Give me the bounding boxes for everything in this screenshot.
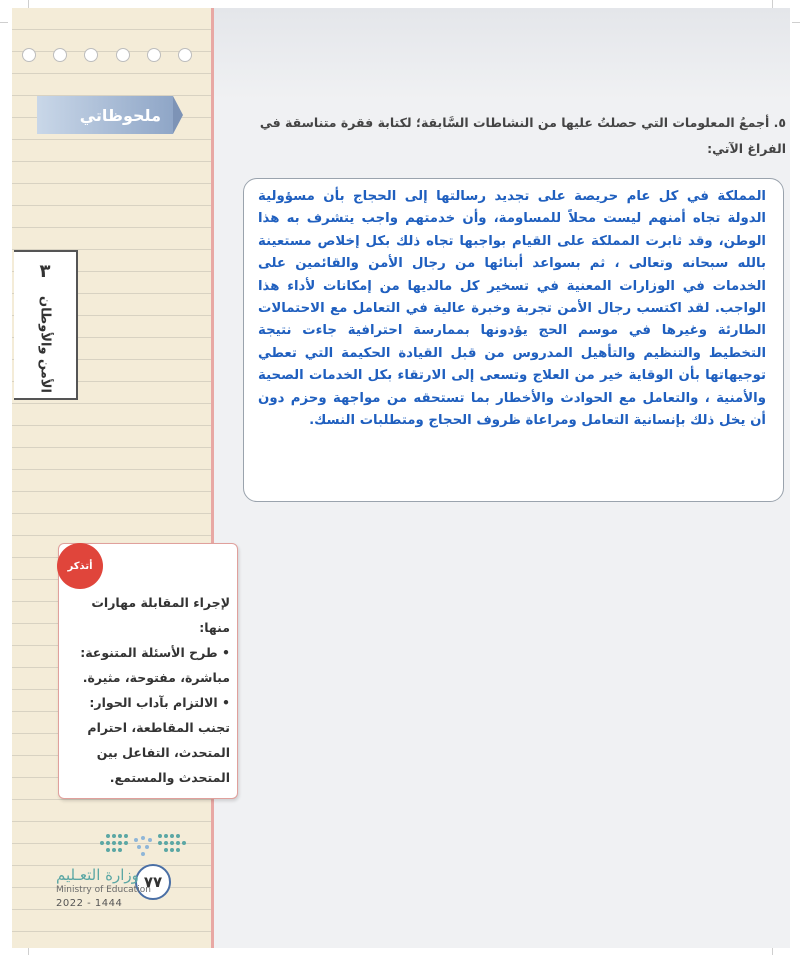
binder-hole [53, 48, 67, 62]
crop-mark [792, 22, 800, 23]
remember-line: المتحدث، التفاعل بين [96, 745, 230, 760]
page-number: ٧٧ [135, 864, 171, 900]
crop-mark [0, 22, 8, 23]
binder-hole [178, 48, 192, 62]
crop-mark [772, 947, 773, 955]
crop-mark [772, 0, 773, 8]
remember-line: تجنب المقاطعة، احترام [87, 720, 230, 735]
remember-line: منها: [199, 620, 230, 635]
notes-sidebar [12, 8, 214, 948]
answer-paragraph: المملكة في كل عام حريصة على تجديد رسالتها إلى الحجاج بأن مسؤولية الدولة تجاه أمنهم ليست محلاً للمساومة، وأن خدمتهم واجب يتشرف به هذا الوطن، وقد ثابرت المملكة على القيام بواجبها تجاه ذلك بكل إخلاص مستعينة بالله سبحانه وتعالى ، ثم بسواعد أبنائها من رجال الأمن والقائمين على الخدمات في الوزارات المعنية في تسخير كل مالديها من إمكانات لأداء هذا الواجب. لقد اكتسب رجال الأمن تجربة وخبرة عالية في التعامل مع الاحتمالات الطارئة وغيرها في موسم الحج يؤدونها بممارسة احترافية جاءت نتيجة التخطيط والتنظيم والتأهيل المدروس من قبل القيادة الحكيمة التي تعطي توجيهاتها بأن الوقاية خير من العلاج وتسعى إلى الارتقاء بكل الخدمات الصحية والأمنية ، والتعامل مع الحوادث والأخطار بما تستحقه من مواجهة وحزم دون أن يخل ذلك بإنسانية التعامل ومراعاة ظروف الحجاج ومتطلبات النسك. [258, 189, 766, 429]
main-header-shade [214, 8, 790, 100]
ministry-name-ar: وزارة التعـليم [56, 866, 139, 884]
unit-tab [14, 290, 78, 400]
unit-title: الأمن والأوطان [37, 295, 53, 393]
crop-mark [28, 0, 29, 8]
remember-line: • طرح الأسئلة المتنوعة: [80, 645, 230, 660]
ministry-name-en: Ministry of Education [56, 885, 151, 895]
remember-line: مباشرة، مفتوحة، مثيرة. [82, 670, 230, 685]
remember-text [66, 590, 230, 790]
notes-banner [37, 96, 173, 134]
remember-badge: أتذكر [57, 543, 103, 589]
binder-hole [147, 48, 161, 62]
binder-hole [84, 48, 98, 62]
crop-mark [28, 947, 29, 955]
binder-hole [116, 48, 130, 62]
remember-line: • الالتزام بآداب الحوار: [89, 695, 230, 710]
remember-line: لإجراء المقابلة مهارات [91, 595, 230, 610]
notes-title: ملحوظاتي [79, 105, 161, 125]
question-text: ٥. أجمعُ المعلومات التي حصلتُ عليها من النشاطات السَّابقة؛ لكتابة فقرة متناسقة في الفراغ الآتي: [259, 115, 786, 156]
binder-holes [22, 48, 192, 62]
ministry-year: 2022 - 1444 [56, 898, 123, 909]
ministry-logo-icon [98, 828, 188, 858]
remember-line: المتحدث والمستمع. [109, 770, 230, 785]
binder-hole [22, 48, 36, 62]
unit-number: ٣ [14, 250, 78, 292]
